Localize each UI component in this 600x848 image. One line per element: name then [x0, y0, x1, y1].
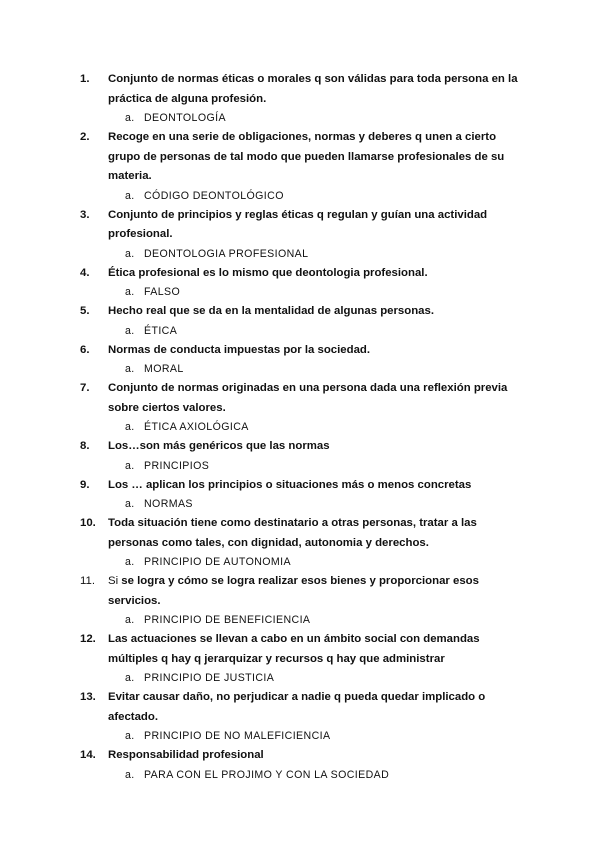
question-text: Normas de conducta impuestas por la sociedad. [108, 343, 371, 356]
answer-text: PRINCIPIOS [144, 459, 210, 472]
question-number: 8. [80, 440, 90, 452]
question-9 [0, 476, 520, 496]
question-text: Los…son más genéricos que las normas [108, 440, 330, 452]
question-12 [0, 630, 520, 669]
question-2 [0, 128, 520, 187]
question-number: 9. [80, 478, 90, 491]
answer-letter: a. [125, 498, 135, 510]
question-6 [0, 341, 520, 361]
answer-10 [0, 553, 600, 572]
answer-letter: a. [125, 324, 135, 337]
question-number: 5. [80, 305, 90, 317]
answer-letter: a. [125, 421, 135, 433]
answer-5 [0, 322, 600, 341]
document-body [0, 70, 600, 785]
answer-letter: a. [125, 614, 135, 626]
answer-6 [0, 360, 600, 379]
answer-text: PRINCIPIO DE JUSTICIA [144, 672, 275, 684]
question-8 [0, 437, 520, 457]
question-11 [0, 572, 520, 611]
answer-text: FALSO [144, 286, 181, 298]
answer-text: DEONTOLOGÍA [144, 112, 226, 124]
answer-text: PRINCIPIO DE BENEFICIENCIA [144, 614, 311, 626]
question-text: Los … aplican los principios o situaciones más o menos concretas [108, 478, 472, 491]
question-text: Hecho real que se da en la mentalidad de algunas personas. [108, 305, 435, 317]
answer-letter: a. [125, 672, 135, 684]
answer-letter: a. [125, 459, 135, 472]
question-text-start: Si [108, 575, 122, 587]
answer-1 [0, 109, 600, 128]
answer-4 [0, 283, 600, 302]
answer-letter: a. [125, 189, 135, 202]
question-number: 3. [80, 208, 90, 221]
answer-8 [0, 457, 600, 476]
answer-letter: a. [125, 730, 135, 742]
question-text: Conjunto de normas éticas o morales q son válidas para toda persona en la práctica de alguna profesión. [108, 73, 518, 105]
question-text: Conjunto de principios y reglas éticas q regulan y guían una actividad profesional. [108, 208, 488, 240]
question-7 [0, 379, 520, 418]
question-text: se logra y cómo se logra realizar esos bienes y proporcionar esos servicios. [108, 575, 479, 607]
question-text: Responsabilidad profesional [108, 749, 264, 761]
question-text: Toda situación tiene como destinatario a otras personas, tratar a las personas como tales, con dignidad, autonomia y derechos. [108, 517, 477, 549]
question-number: 10. [80, 517, 96, 529]
question-number: 14. [80, 749, 96, 761]
question-text: Las actuaciones se llevan a cabo en un ámbito social con demandas múltiples q hay q jerarquizar y recursos q hay que administrar [108, 633, 480, 665]
answer-14 [0, 766, 600, 785]
answer-letter: a. [125, 768, 135, 781]
answer-11 [0, 611, 600, 630]
answer-letter: a. [125, 247, 135, 260]
answer-text: PRINCIPIO DE NO MALEFICIENCIA [144, 730, 331, 742]
answer-text: CÓDIGO DEONTOLÓGICO [144, 189, 284, 202]
answer-13 [0, 727, 600, 746]
question-text: Ética profesional es lo mismo que deontologia profesional. [108, 266, 428, 279]
question-text: Evitar causar daño, no perjudicar a nadie q pueda quedar implicado o afectado. [108, 691, 486, 723]
question-number: 12. [80, 633, 96, 645]
question-13 [0, 688, 520, 727]
answer-text: PRINCIPIO DE AUTONOMIA [144, 556, 291, 568]
answer-text: ÉTICA AXIOLÓGICA [144, 421, 249, 433]
answer-text: MORAL [144, 363, 184, 375]
question-number: 4. [80, 266, 90, 279]
answer-3 [0, 245, 600, 264]
question-1 [0, 70, 520, 109]
question-number: 2. [80, 131, 90, 143]
question-text: Recoge en una serie de obligaciones, normas y deberes q unen a cierto grupo de personas de tal modo que pueden llamarse profesionales de su materia. [108, 131, 505, 182]
answer-letter: a. [125, 286, 135, 298]
question-number: 7. [80, 382, 90, 394]
answer-12 [0, 669, 600, 688]
question-number: 13. [80, 691, 96, 703]
answer-text: DEONTOLOGIA PROFESIONAL [144, 247, 309, 260]
question-number: 1. [80, 73, 90, 85]
answer-7 [0, 418, 600, 437]
question-14 [0, 746, 520, 766]
answer-letter: a. [125, 363, 135, 375]
answer-text: ÉTICA [144, 324, 178, 337]
answer-text: PARA CON EL PROJIMO Y CON LA SOCIEDAD [144, 768, 390, 781]
answer-text: NORMAS [144, 498, 193, 510]
question-number: 11. [80, 575, 95, 587]
answer-letter: a. [125, 556, 135, 568]
question-text: Conjunto de normas originadas en una persona dada una reflexión previa sobre ciertos valores. [108, 382, 508, 414]
question-4 [0, 264, 520, 284]
question-number: 6. [80, 343, 90, 356]
answer-letter: a. [125, 112, 135, 124]
question-5 [0, 302, 520, 322]
question-10 [0, 514, 520, 553]
question-3 [0, 206, 520, 245]
answer-2 [0, 187, 600, 206]
answer-9 [0, 495, 600, 514]
